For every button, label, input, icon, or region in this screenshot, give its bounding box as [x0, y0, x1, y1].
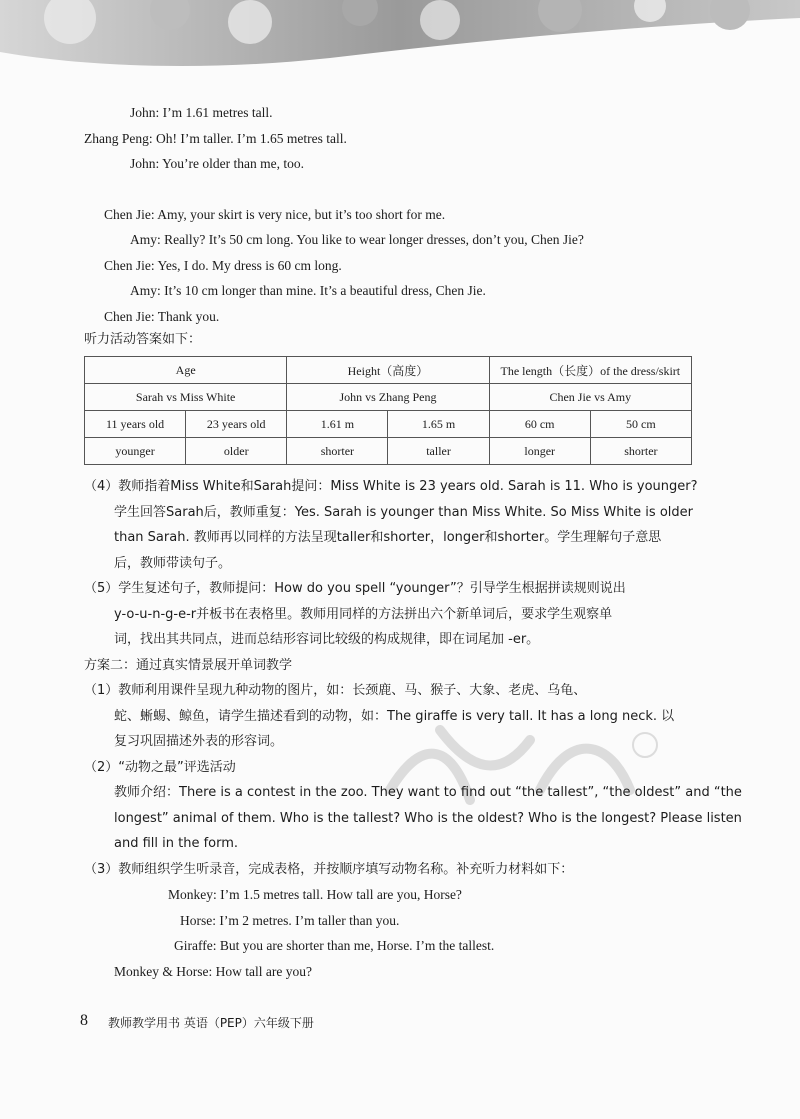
p1-line: 复习巩固描述外表的形容词。	[114, 734, 284, 749]
speaker: Chen Jie:	[104, 207, 155, 222]
dialog2-line	[104, 206, 445, 224]
table-cell: John vs Zhang Peng	[287, 384, 489, 411]
utterance: But you are shorter than me, Horse. I’m the tallest.	[219, 938, 495, 953]
dialog3-line	[180, 912, 399, 930]
dialog2-line	[104, 257, 342, 275]
speaker: Amy:	[130, 232, 161, 247]
p2-line: and fill in the form.	[114, 836, 239, 851]
utterance: I’m 2 metres. I’m taller than you.	[219, 913, 400, 928]
table-header: The length（长度）of the dress/skirt	[489, 357, 691, 384]
page-number: 8	[80, 1012, 88, 1029]
utterance: I’m 1.5 metres tall. How tall are you, Horse?	[220, 887, 462, 902]
speaker: Chen Jie:	[104, 258, 155, 273]
table-cell: longer	[489, 438, 590, 465]
table-header-row	[85, 357, 692, 384]
table-cell: 50 cm	[590, 411, 691, 438]
table-cell: Chen Jie vs Amy	[489, 384, 691, 411]
step5-line: y-o-u-n-g-e-r并板书在表格里。教师用同样的方法拼出六个新单词后，要求学生观察单	[114, 607, 613, 622]
answer-table	[84, 356, 692, 465]
utterance: I’m 1.61 metres tall.	[162, 105, 273, 120]
utterance: Amy, your skirt is very nice, but it’s too short for me.	[157, 207, 446, 222]
speaker: Chen Jie:	[104, 309, 155, 324]
p1-line: （1）教师利用课件呈现九种动物的图片，如：长颈鹿、马、猴子、大象、老虎、乌龟、	[84, 683, 587, 698]
table-cell: 23 years old	[186, 411, 287, 438]
dialog2-line	[130, 282, 486, 300]
dialog2-line	[104, 308, 219, 326]
table-cell: taller	[388, 438, 489, 465]
dialog1-line	[130, 104, 273, 122]
utterance: Oh! I’m taller. I’m 1.65 metres tall.	[156, 131, 347, 146]
utterance: It’s 10 cm longer than mine. It’s a beautiful dress, Chen Jie.	[164, 283, 486, 298]
table-cell: younger	[85, 438, 186, 465]
header-decoration	[0, 0, 800, 78]
speaker: Giraffe:	[174, 938, 217, 953]
dialog3-line	[168, 886, 462, 904]
table-cell: shorter	[590, 438, 691, 465]
dialog2-line	[130, 231, 584, 249]
step4-line: than Sarah. 教师再以同样的方法呈现taller和shorter，longer和shorter。学生理解句子意思	[114, 530, 662, 545]
table-row	[85, 438, 692, 465]
speaker: John:	[130, 156, 160, 171]
dialog3-line	[174, 937, 494, 955]
table-header: Age	[85, 357, 287, 384]
p1-line: 蛇、蜥蜴、鲸鱼，请学生描述看到的动物，如：The giraffe is very tall. It has a long neck. 以	[114, 709, 675, 724]
step5-line: 词，找出其共同点，进而总结形容词比较级的构成规律，即在词尾加 -er。	[114, 632, 540, 647]
speaker: John:	[130, 105, 160, 120]
p2-title: （2）“动物之最”评选活动	[84, 760, 236, 775]
utterance: How tall are you?	[215, 964, 312, 979]
table-cell: Sarah vs Miss White	[85, 384, 287, 411]
table-cell: older	[186, 438, 287, 465]
p2-line: longest” animal of them. Who is the tallest? Who is the oldest? Who is the longest? Please listen	[114, 811, 742, 826]
utterance: Really? It’s 50 cm long. You like to wear longer dresses, don’t you, Chen Jie?	[164, 232, 584, 247]
step5-line: （5）学生复述句子，教师提问：How do you spell “younger”？引导学生根据拼读规则说出	[84, 581, 626, 596]
table-row	[85, 384, 692, 411]
step4-line: 后，教师带读句子。	[114, 556, 232, 571]
table-row	[85, 411, 692, 438]
table-cell: 1.61 m	[287, 411, 388, 438]
speaker: Amy:	[130, 283, 161, 298]
dialog1-line	[130, 155, 304, 173]
speaker: Horse:	[180, 913, 216, 928]
utterance: Yes, I do. My dress is 60 cm long.	[157, 258, 342, 273]
step4-line: 学生回答Sarah后，教师重复：Yes. Sarah is younger than Miss White. So Miss White is older	[114, 505, 693, 520]
speaker: Monkey:	[168, 887, 217, 902]
dialog3-line	[114, 963, 312, 981]
p2-line: 教师介绍：There is a contest in the zoo. They want to find out “the tallest”, “the oldest” and “the	[114, 785, 742, 800]
p3-title: （3）教师组织学生听录音，完成表格，并按顺序填写动物名称。补充听力材料如下：	[84, 862, 574, 877]
plan2-title: 方案二：通过真实情景展开单词教学	[84, 658, 293, 673]
step4-line: （4）教师指着Miss White和Sarah提问：Miss White is 23 years old. Sarah is 11. Who is younger?	[84, 479, 698, 494]
table-header: Height（高度）	[287, 357, 489, 384]
utterance: Thank you.	[157, 309, 220, 324]
table-cell: 60 cm	[489, 411, 590, 438]
utterance: You’re older than me, too.	[162, 156, 304, 171]
dialog1-line	[84, 130, 347, 148]
table-cell: shorter	[287, 438, 388, 465]
answers-intro: 听力活动答案如下：	[84, 332, 202, 347]
speaker: Zhang Peng:	[84, 131, 153, 146]
table-cell: 1.65 m	[388, 411, 489, 438]
table-cell: 11 years old	[85, 411, 186, 438]
book-title: 教师教学用书 英语（PEP）六年级下册	[108, 1016, 314, 1030]
speaker: Monkey & Horse:	[114, 964, 213, 979]
